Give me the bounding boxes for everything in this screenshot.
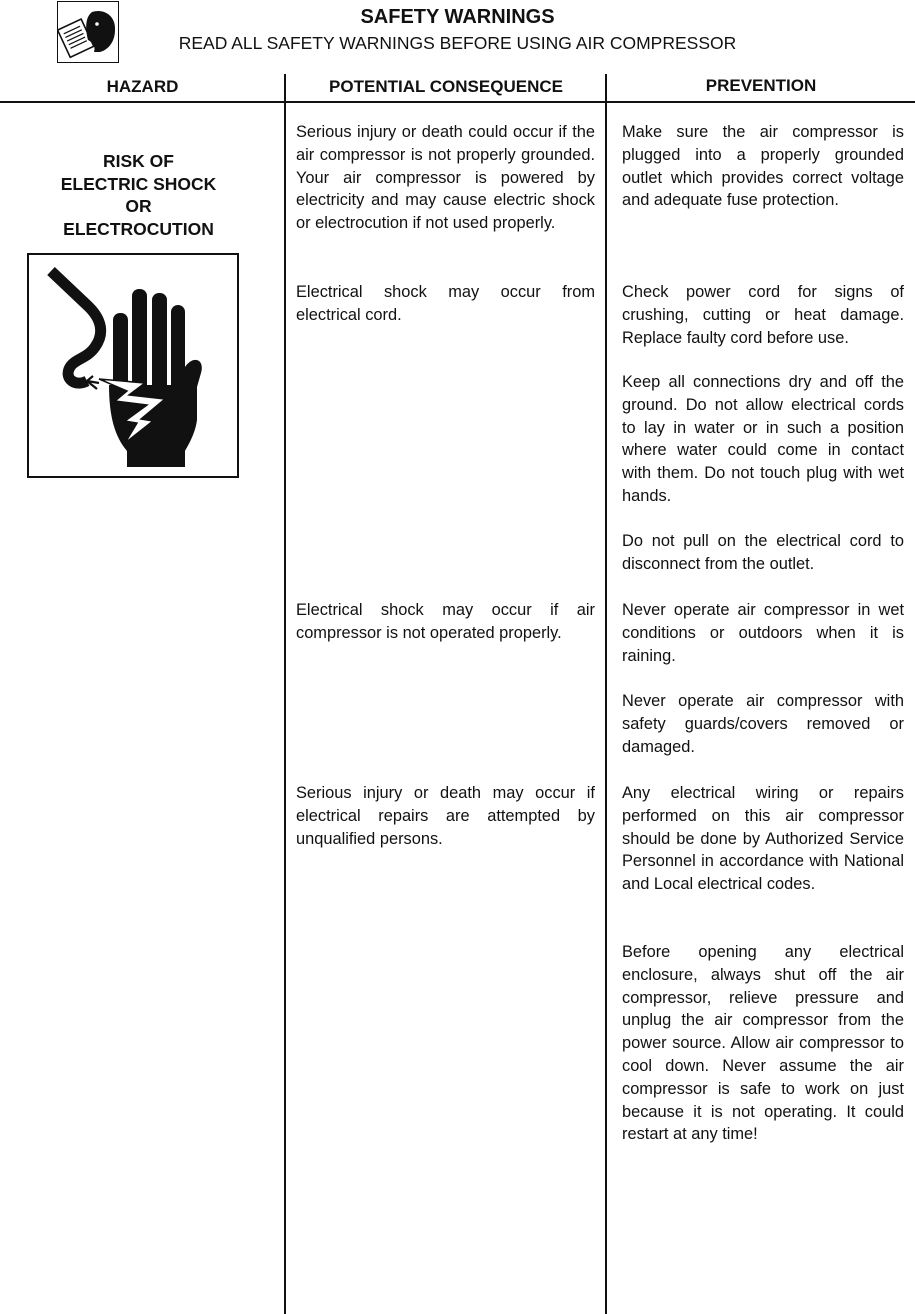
prevention-text: Do not pull on the electrical cord to disconnect from the outlet. — [622, 532, 904, 573]
hazard-line: OR — [125, 196, 152, 217]
electric-shock-hand-icon — [27, 253, 239, 478]
column-divider — [605, 74, 607, 1314]
prevention-text: Never operate air compressor with safety guards/covers removed or damaged. — [622, 692, 904, 756]
prevention-text: Make sure the air compressor is plugged into a properly grounded outlet which provides correct voltage and adequate fuse protection. — [622, 123, 904, 210]
column-header-hazard: HAZARD — [106, 77, 179, 96]
page-title: SAFETY WARNINGS — [360, 6, 555, 28]
hazard-line: ELECTROCUTION — [63, 218, 214, 239]
consequence-text: Electrical shock may occur if air compressor is not operated properly. — [296, 601, 595, 642]
consequence-text: Electrical shock may occur from electrical cord. — [296, 283, 595, 324]
prevention-text: Check power cord for signs of crushing, cutting or heat damage. Replace faulty cord before use. — [622, 283, 904, 347]
header-divider — [0, 101, 915, 103]
page-subtitle: READ ALL SAFETY WARNINGS BEFORE USING AIR COMPRESSOR — [178, 33, 737, 53]
column-header-prevention: PREVENTION — [705, 76, 817, 95]
prevention-text: Never operate air compressor in wet conditions or outdoors when it is raining. — [622, 601, 904, 665]
hazard-line: RISK OF — [103, 151, 174, 171]
column-divider — [284, 74, 286, 1314]
prevention-text: Any electrical wiring or repairs performed on this air compressor should be done by Authorized Service Personnel in accordance with National and Local electrical codes. — [622, 784, 904, 894]
prevention-text: Keep all connections dry and off the ground. Do not allow electrical cords to lay in water or in such a position where water could come in contact with them. Do not touch plug with wet hands. — [622, 373, 904, 505]
column-header-consequence: POTENTIAL CONSEQUENCE — [329, 77, 563, 96]
hazard-line: ELECTRIC SHOCK — [60, 173, 217, 194]
consequence-text: Serious injury or death could occur if the air compressor is not properly grounded. Your air compressor is powered by electricity and may cause electric shock or electrocution if not used properly. — [296, 123, 595, 233]
consequence-text: Serious injury or death may occur if electrical repairs are attempted by unqualified persons. — [296, 784, 595, 848]
prevention-text: Before opening any electrical enclosure, always shut off the air compressor, relieve pressure and unplug the air compressor from the power source. Allow air compressor to cool down. Never assume the air compressor is safe to work on just because it is not operating. It could restart at any time! — [622, 943, 904, 1144]
hazard-title — [0, 150, 277, 240]
